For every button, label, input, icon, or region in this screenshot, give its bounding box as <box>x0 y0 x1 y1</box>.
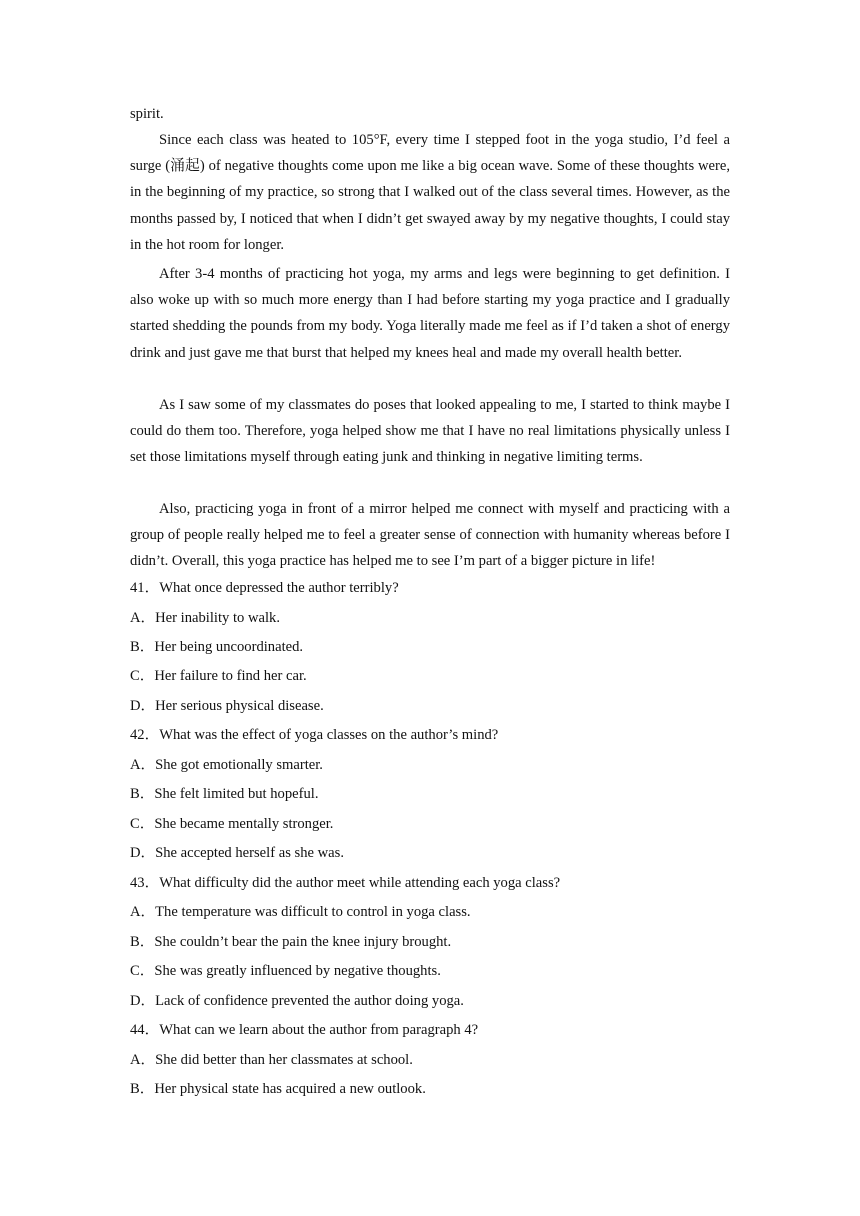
option-42-d <box>130 843 344 863</box>
option-letter: D． <box>130 845 156 861</box>
question-number: 42． <box>130 727 160 743</box>
passage-continued-text: spirit. <box>130 106 164 122</box>
question-44 <box>130 1020 478 1040</box>
option-letter: B． <box>130 934 155 950</box>
option-41-c <box>130 666 307 686</box>
option-42-b <box>130 784 318 804</box>
option-42-c <box>130 814 333 834</box>
passage-paragraph: After 3-4 months of practicing hot yoga, my arms and legs were beginning to get definition. I also woke up with so much more energy than I had before starting my yoga practice and I gradually started shedding the pounds from my body. Yoga literally made me feel as if I’d taken a shot of energy drink and just gave me that burst that helped my knees heal and made my overall health better. <box>130 266 730 361</box>
option-letter: B． <box>130 786 155 802</box>
option-text: She became mentally stronger. <box>154 816 334 832</box>
option-43-d <box>130 991 464 1011</box>
option-letter: D． <box>130 993 156 1009</box>
question-stem: What was the effect of yoga classes on the author’s mind? <box>159 727 499 743</box>
option-text: Her inability to walk. <box>155 610 280 626</box>
question-stem: What difficulty did the author meet while attending each yoga class? <box>159 875 561 891</box>
option-text: She accepted herself as she was. <box>155 845 344 861</box>
option-41-a <box>130 608 280 628</box>
option-text: Her physical state has acquired a new outlook. <box>154 1081 426 1097</box>
option-41-d <box>130 696 324 716</box>
option-letter: B． <box>130 639 155 655</box>
passage-paragraph: Also, practicing yoga in front of a mirror helped me connect with myself and practicing with a group of people really helped me to feel a greater sense of connection with humanity whereas before I didn’t. Overall, this yoga practice has helped me to see I’m part of a bigger picture in life! <box>130 501 730 570</box>
option-text: She couldn’t bear the pain the knee injury brought. <box>154 934 452 950</box>
option-44-b <box>130 1079 426 1099</box>
passage-paragraph: Since each class was heated to 105°F, every time I stepped foot in the yoga studio, I’d feel a surge (涌起) of negative thoughts come upon me like a big ocean wave. Some of these thoughts were, in the beginning of my practice, so strong that I walked out of the class several times. However, as the months passed by, I noticed that when I didn’t get swayed away by my negative thoughts, I could stay in the hot room for longer. <box>130 132 730 253</box>
question-42 <box>130 725 498 745</box>
option-text: Her serious physical disease. <box>155 698 324 714</box>
option-letter: C． <box>130 963 155 979</box>
option-text: She was greatly influenced by negative thoughts. <box>154 963 441 979</box>
option-44-a <box>130 1050 413 1070</box>
option-text: She did better than her classmates at school. <box>155 1052 413 1068</box>
option-text: Lack of confidence prevented the author doing yoga. <box>155 993 464 1009</box>
question-number: 41． <box>130 580 160 596</box>
option-letter: C． <box>130 816 155 832</box>
option-letter: A． <box>130 1052 156 1068</box>
option-42-a <box>130 755 323 775</box>
option-43-c <box>130 961 441 981</box>
option-43-a <box>130 902 471 922</box>
option-text: Her being uncoordinated. <box>154 639 304 655</box>
option-text: She got emotionally smarter. <box>155 757 323 773</box>
question-stem: What once depressed the author terribly? <box>159 580 399 596</box>
passage-paragraph: As I saw some of my classmates do poses that looked appealing to me, I started to think maybe I could do them too. Therefore, yoga helped show me that I have no real limitations physically unless I set those limitations myself through eating junk and thinking in negative limiting terms. <box>130 397 730 466</box>
question-stem: What can we learn about the author from paragraph 4? <box>159 1022 479 1038</box>
option-43-b <box>130 932 451 952</box>
option-text: She felt limited but hopeful. <box>154 786 319 802</box>
option-letter: A． <box>130 757 156 773</box>
option-letter: C． <box>130 668 155 684</box>
option-letter: A． <box>130 610 156 626</box>
question-number: 43． <box>130 875 160 891</box>
option-letter: D． <box>130 698 156 714</box>
question-number: 44． <box>130 1022 160 1038</box>
option-letter: A． <box>130 904 156 920</box>
question-43 <box>130 873 560 893</box>
option-letter: B． <box>130 1081 155 1097</box>
option-41-b <box>130 637 303 657</box>
option-text: The temperature was difficult to control in yoga class. <box>155 904 471 920</box>
option-text: Her failure to find her car. <box>154 668 307 684</box>
question-41 <box>130 578 399 598</box>
